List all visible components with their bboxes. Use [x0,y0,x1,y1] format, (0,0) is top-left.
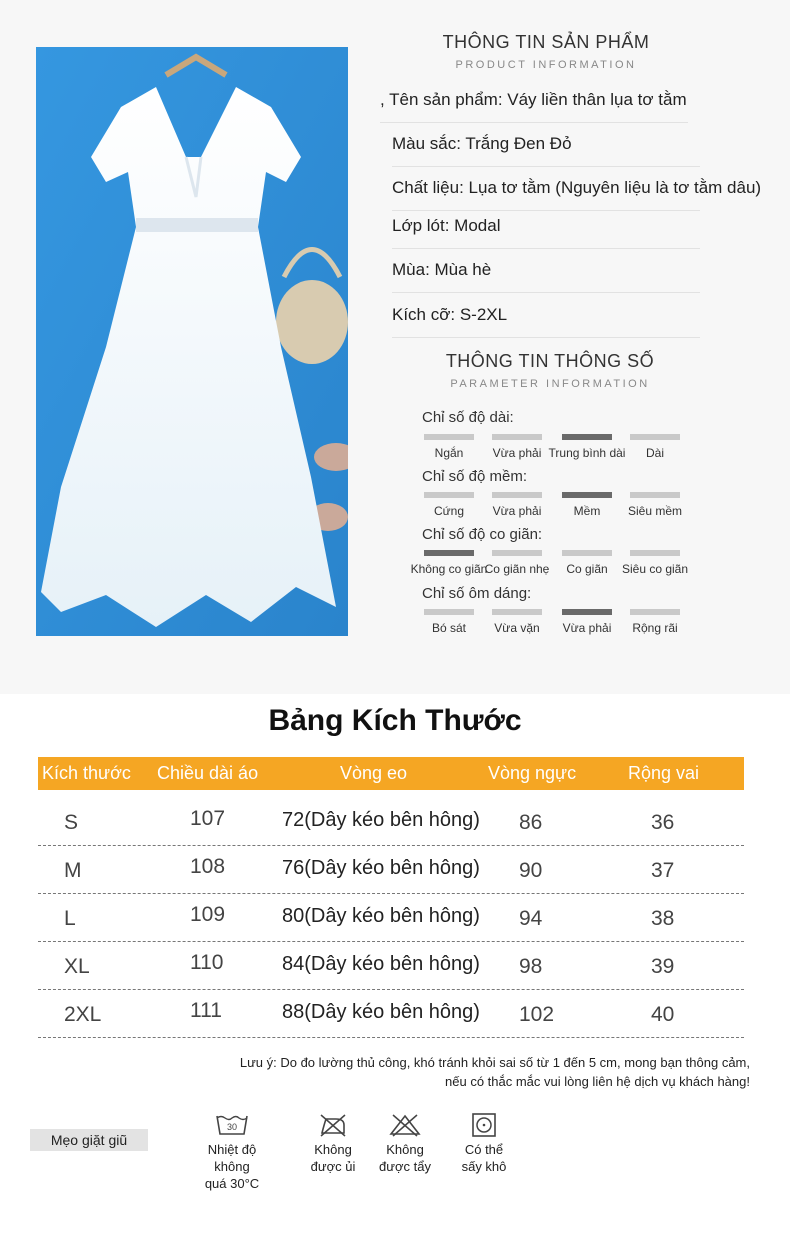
softness-option-3: Mềm [573,504,601,518]
care-dry-line2: sấy khô [461,1159,507,1174]
parameter-info-title: THÔNG TIN THÔNG SỐ [445,351,655,371]
softness-option-2: Vừa phải [492,504,542,518]
product-info-title: THÔNG TIN SẢN PHẨM [442,32,650,52]
header-size: Kích thước [42,763,131,783]
param-label-fit: Chỉ số ôm dáng: [422,585,532,602]
care-item-dry [444,1113,524,1175]
length-bar-4 [630,434,680,440]
cell-size: XL [64,955,90,978]
cell-length: 111 [190,999,222,1022]
length-bar-1 [424,434,474,440]
fit-bar-4 [630,609,680,615]
parameter-info-subtitle: PARAMETER INFORMATION [450,378,650,390]
cell-shoulder: 40 [651,1003,675,1026]
elasticity-bar-3 [562,550,612,556]
cell-waist: 88(Dây kéo bên hông) [282,1001,480,1023]
cell-chest: 98 [519,955,543,978]
length-bar-2 [492,434,542,440]
care-wash-line1: Nhiệt độ không [207,1142,257,1174]
param-label-length: Chỉ số độ dài: [422,409,514,426]
length-option-4: Dài [645,446,664,460]
elasticity-bar-2 [492,550,542,556]
product-photo [36,47,348,636]
cell-size: 2XL [64,1003,102,1026]
info-row-name: , Tên sản phẩm: Váy liền thân lụa tơ tằm [380,78,688,123]
param-label-elasticity: Chỉ số độ co giãn: [422,526,543,543]
care-bleach-line1: Không [386,1142,424,1157]
care-bleach-line2: được tẩy [379,1159,431,1174]
length-option-3: Trung bình dài [548,446,626,460]
cell-size: M [64,859,82,882]
cell-chest: 90 [519,859,543,882]
cell-chest: 86 [519,811,543,834]
care-wash-line2: quá 30°C [204,1176,260,1191]
fit-option-3: Vừa phải [562,621,612,635]
fit-bar-2 [492,609,542,615]
care-item-wash [192,1113,272,1192]
cell-size: S [64,811,79,834]
header-length: Chiều dài áo [157,763,259,783]
cell-chest: 102 [519,1003,555,1026]
length-option-1: Ngắn [434,446,464,460]
softness-bar-4 [630,492,680,498]
care-iron-line2: được ủi [310,1159,356,1174]
fit-option-1: Bó sát [431,621,467,635]
note-line-1: Lưu ý: Do đo lường thủ công, khó tránh khỏi sai số từ 1 đến 5 cm, mong bạn thông cảm, [239,1055,750,1070]
elasticity-option-2: Co giãn nhẹ [484,562,550,576]
fit-option-2: Vừa vặn [494,621,540,635]
softness-option-4: Siêu mềm [627,504,683,518]
fit-bar-1 [424,609,474,615]
cell-shoulder: 37 [651,859,675,882]
softness-bar-2 [492,492,542,498]
size-table-header [38,757,744,790]
cell-length: 110 [190,951,224,974]
header-chest: Vòng ngực [488,763,577,783]
cell-length: 108 [190,855,226,878]
no-bleach-icon [388,1113,422,1137]
softness-option-1: Cứng [433,504,465,518]
cell-waist: 76(Dây kéo bên hông) [282,857,480,879]
care-tips-label: Mẹo giặt giũ [30,1129,148,1151]
info-row-size: Kích cỡ: S-2XL [392,293,700,338]
cell-waist: 72(Dây kéo bên hông) [282,809,480,831]
wash-30-icon [215,1113,249,1137]
cell-length: 109 [190,903,226,926]
cell-shoulder: 38 [651,907,675,930]
table-row [38,797,744,846]
table-row [38,989,744,1038]
table-row [38,893,744,942]
length-option-2: Vừa phải [492,446,542,460]
elasticity-bar-4 [630,550,680,556]
care-iron-line1: Không [314,1142,352,1157]
product-info-subtitle: PRODUCT INFORMATION [455,59,637,71]
softness-bar-3 [562,492,612,498]
care-item-iron [293,1113,373,1175]
no-iron-icon [316,1113,350,1137]
tumble-dry-icon [467,1113,501,1137]
elasticity-option-4: Siêu co giãn [621,562,689,576]
cell-waist: 80(Dây kéo bên hông) [282,905,480,927]
param-label-softness: Chỉ số độ mềm: [422,468,528,485]
cell-length: 107 [190,807,226,830]
info-row-color: Màu sắc: Trắng Đen Đỏ [392,122,700,167]
cell-chest: 94 [519,907,543,930]
cell-shoulder: 36 [651,811,675,834]
elasticity-option-3: Co giãn [566,562,608,576]
cell-shoulder: 39 [651,955,675,978]
elasticity-bar-1 [424,550,474,556]
size-table-title: Bảng Kích Thước [268,704,522,737]
elasticity-option-1: Không co giãn [410,562,488,576]
info-row-season: Mùa: Mùa hè [392,248,700,293]
measurement-note [100,1053,750,1091]
info-row-lining: Lớp lót: Modal [392,204,700,249]
table-row [38,845,744,894]
cell-waist: 84(Dây kéo bên hông) [282,953,480,975]
header-shoulder: Rộng vai [628,763,700,783]
cell-size: L [64,907,76,930]
note-line-2: nếu có thắc mắc vui lòng liên hệ dịch vụ khách hàng! [445,1074,750,1089]
info-row-material: Chất liệu: Lụa tơ tằm (Nguyên liệu là tơ tằm dâu) [392,166,700,211]
fit-bar-3 [562,609,612,615]
table-row [38,941,744,990]
care-dry-line1: Có thể [464,1142,504,1157]
header-waist: Vòng eo [340,763,408,783]
wash-temp-text: 30 [226,1122,238,1132]
fit-option-4: Rộng rãi [632,621,678,635]
softness-bar-1 [424,492,474,498]
care-item-bleach [365,1113,445,1175]
length-bar-3 [562,434,612,440]
